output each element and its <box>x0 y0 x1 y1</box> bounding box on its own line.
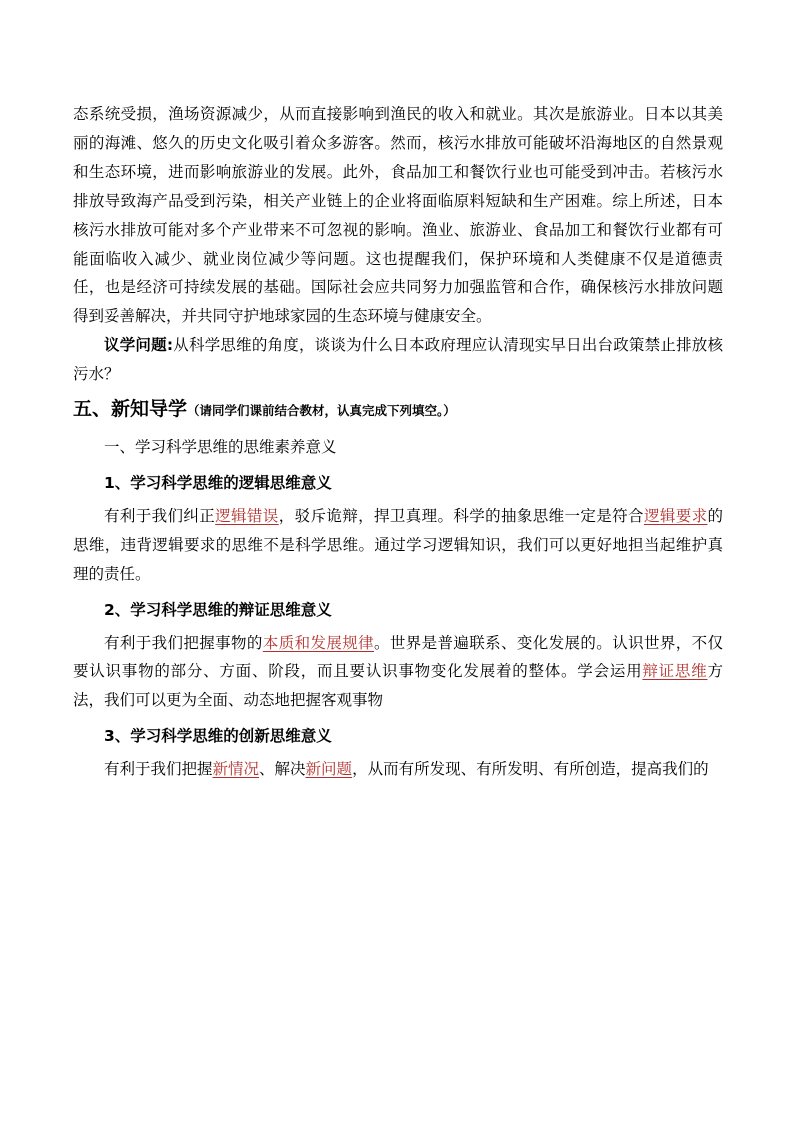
question-text: 从科学思维的角度，谈谈为什么日本政府理应认清现实早日出台政策禁止排放核污水？ <box>73 336 723 384</box>
question-label: 议学问题: <box>104 336 174 355</box>
item-3-text-1: 有利于我们把握 <box>104 760 213 779</box>
item-1-answer-1: 逻辑错误 <box>215 506 279 525</box>
item-3-paragraph <box>73 755 723 784</box>
item-1-text-2: ，驳斥诡辩，捍卫真理。科学的抽象思维一定是符合 <box>278 506 644 525</box>
item-1-text-1: 有利于我们纠正 <box>104 506 216 525</box>
item-2-answer-1: 本质和发展规律 <box>262 633 374 652</box>
discussion-question <box>73 331 723 389</box>
item-1-paragraph <box>73 502 723 589</box>
section-note: （请同学们课前结合教材，认真完成下列填空。） <box>187 403 456 419</box>
item-1-heading: 1、学习科学思维的逻辑思维意义 <box>104 473 332 492</box>
subsection-heading: 一、学习科学思维的思维素养意义 <box>104 438 337 457</box>
item-3-heading: 3、学习科学思维的创新思维意义 <box>104 727 332 746</box>
item-3-text-2: 、解决 <box>259 760 306 779</box>
document-body <box>73 100 723 784</box>
item-3-answer-2: 新问题 <box>305 760 353 779</box>
item-2-answer-2: 辩证思维 <box>642 662 708 681</box>
item-2-heading: 2、学习科学思维的辩证思维意义 <box>104 600 332 619</box>
section-title: 五、新知导学 <box>73 398 188 421</box>
section-heading <box>73 395 723 425</box>
item-2-paragraph <box>73 629 723 716</box>
item-2-text-1: 有利于我们把握事物的 <box>104 633 263 652</box>
item-1-text-3: 的思维，违背逻辑要求的思维不是科学思维。通过学习逻辑知识，我们可以更好地担当起维护真理的责任。 <box>73 506 723 583</box>
item-3-text-3: ，从而有所发现、有所发明、有所创造，提高我们的 <box>352 760 709 779</box>
item-2-text-3: 方法，我们可以更为全面、动态地把握客观事物 <box>73 662 723 710</box>
item-1-answer-2: 逻辑要求 <box>643 506 708 525</box>
item-3-answer-1: 新情况 <box>212 760 260 779</box>
intro-paragraph: 态系统受损，渔场资源减少，从而直接影响到渔民的收入和就业。其次是旅游业。日本以其美丽的海滩、悠久的历史文化吸引着众多游客。然而，核污水排放可能破坏沿海地区的自然景观和生态环境，进而影响旅游业的发展。此外，食品加工和餐饮行业也可能受到冲击。若核污水排放导致海产品受到污染，相关产业链上的企业将面临原料短缺和生产困难。综上所述，日本核污水排放可能对多个产业带来不可忽视的影响。渔业、旅游业、食品加工和餐饮行业都有可能面临收入减少、就业岗位减少等问题。这也提醒我们，保护环境和人类健康不仅是道德责任，也是经济可持续发展的基础。国际社会应共同努力加强监管和合作，确保核污水排放问题得到妥善解决，并共同守护地球家园的生态环境与健康安全。 <box>73 105 723 326</box>
item-2-text-2: 。世界是普遍联系、变化发展的。认识世界，不仅要认识事物的部分、方面、阶段，而且要认识事物变化发展着的整体。学会运用 <box>73 633 723 681</box>
